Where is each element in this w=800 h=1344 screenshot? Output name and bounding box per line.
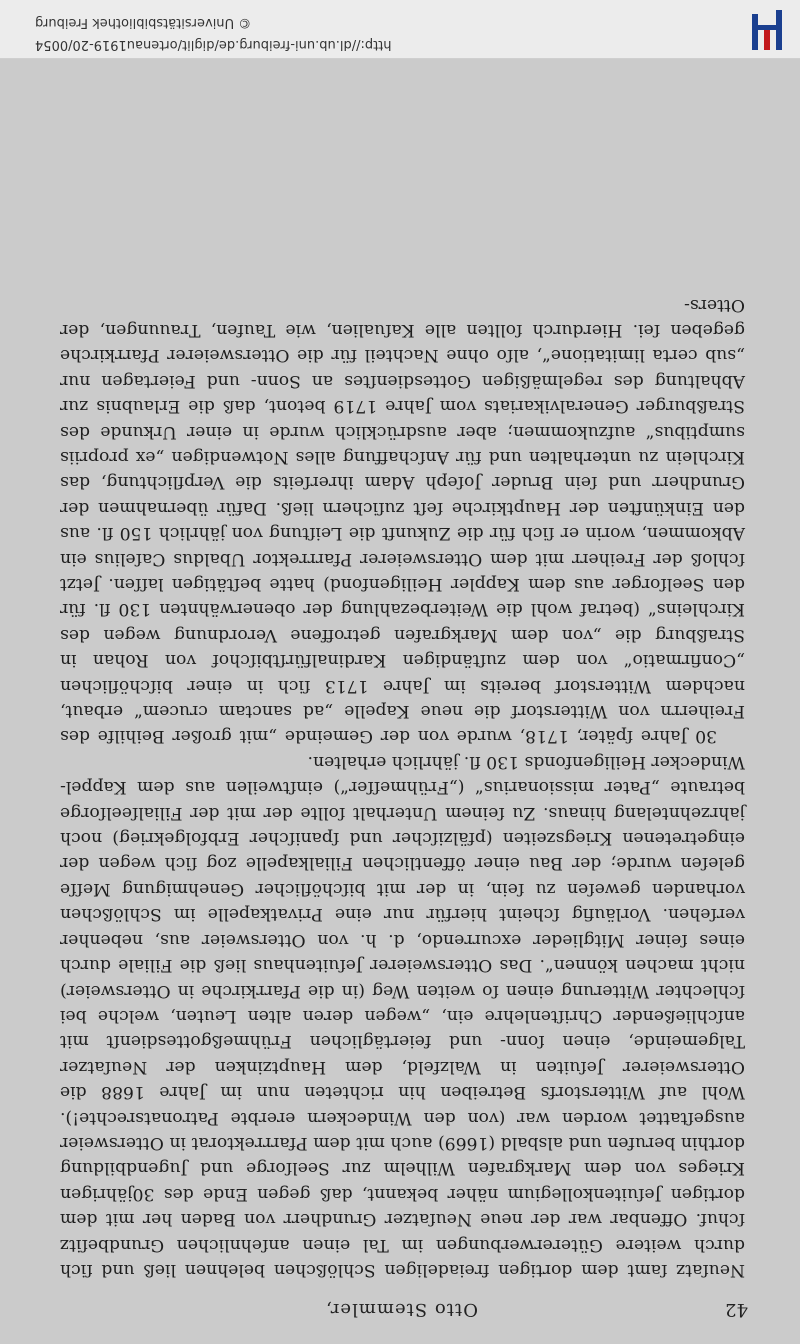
- running-head: Otto Stemmler,: [325, 1299, 478, 1320]
- body-text: [60, 291, 745, 1282]
- paragraph: Neuſatz ſamt dem dortigen freiadeligen Schlößchen belehnen ließ und ſich durch weitere Gütererwerbungen im Tal einen anſehnlichen Grundbeſitz ſchuf. Offenbar war der neue Neuſatzer Grundherr von Baden her mit dem dortigen Jeſuitenkollegium näher bekannt, daß gegen Ende des 30jährigen Krieges von dem Markgrafen Wilhelm zur Seelſorge und Jugendbildung dorthin berufen und alsbald (1669) auch mit dem Pfarrrektorat in Ottersweier ausgeſtattet worden war (von den Windeckern ererbte Patronatsrechte!). Wohl auf Witterstorfs Betreiben hin richteten nun im Jahre 1688 die Ottersweierer Jeſuiten in Walzfeld, dem Hauptzinken der Neuſatzer Talgemeinde, einen ſonn- und feiertäglichen Frühmeßgottesdienſt mit anſchließender Chriſtenlehre ein, „wegen deren alten Leuten, welche bei ſchlechter Witterung einen ſo weiten Weg (in die Pfarrkirche in Ottersweier) nicht machen können“. Das Ottersweierer Jeſuitenhaus ließ die Filiale durch eines ſeiner Mitglieder excurrendo, d. h. von Ottersweier aus, nebenher verſehen. Vorläufig ſcheint hierfür nur eine Privatkapelle im Schlößchen vorhanden geweſen zu ſein, in der mit biſchöflicher Genehmigung Meſſe geleſen wurde; der Bau einer öffentlichen Filialkapelle zog ſich wegen der eingetretenen Kriegszeiten (pfälziſcher und ſpaniſcher Erbfolgekrieg) noch jahrzehntelang hinaus. Zu ſeinem Unterhalt ſollte der mit der Filialſeelſorge betraute „Pater missionarius“ („Frühmeſſer“) einſtweilen aus dem Kappel-Windecker Heiligenfonds 130 fl. jährlich erhalten.: [60, 751, 745, 1280]
- page-header: [55, 1292, 748, 1320]
- copyright-notice: © Universitätsbibliothek Freiburg: [35, 15, 252, 30]
- paragraph: 30 Jahre ſpäter, 1718, wurde von der Gemeinde „mit großer Beihilfe des Freiherrn von Witterstorf die neue Kapelle „ad sanctam crucem“ erbaut, nachdem Witterstorf bereits im Jahre 1713 ſich in einer biſchöflichen „Confirmatio“ von dem zuſtändigen Kardinalfürſtbiſchof von Rohan in Straßburg die „von dem Markgrafen getroffene Verordnung wegen des Kirchleins“ (betraf wohl die Weiterbezahlung der obenerwähnten 130 fl. für den Seelſorger aus dem Kappler Heiligenfond) hatte beſtätigen laſſen. Jetzt ſchloß der Freiherr mit dem Ottersweierer Pfarrrektor Ubaldus Caſelius ein Abkommen, worin er ſich für die Zukunft die Leiſtung von jährlich 150 fl. aus den Einkünften der Hauptkirche ſeſt zuſichern ließ. Dafür übernahmen der Grundherr und ſein Bruder Joſeph Adam ihrerſeits die Verpflichtung, das Kirchlein zu unterhalten und für Anſchaffung alles Notwendigen „ex propriis sumptibus“ aufzukommen; aber ausdrücklich wurde in einer Urkunde des Straßburger Generalvikariats vom Jahre 1719 betont, daß die Erlaubnis zur Abhaltung des regelmäßigen Gottesdienſtes an Sonn- und Feiertagen nur „sub certa limitatione“, alſo ohne Nachteil für die Ottersweierer Pfarrkirche gegeben ſei. Hierdurch ſollten alle Kaſualien, wie Taufen, Trauungen, der Otters-: [60, 294, 745, 747]
- footer-bar: [0, 0, 800, 59]
- source-url-link[interactable]: http://dl.ub.uni-freiburg.de/diglit/ortenau1919-20/0054: [35, 37, 392, 52]
- university-library-logo-icon: [726, 6, 786, 50]
- page-number: 42: [725, 1299, 748, 1320]
